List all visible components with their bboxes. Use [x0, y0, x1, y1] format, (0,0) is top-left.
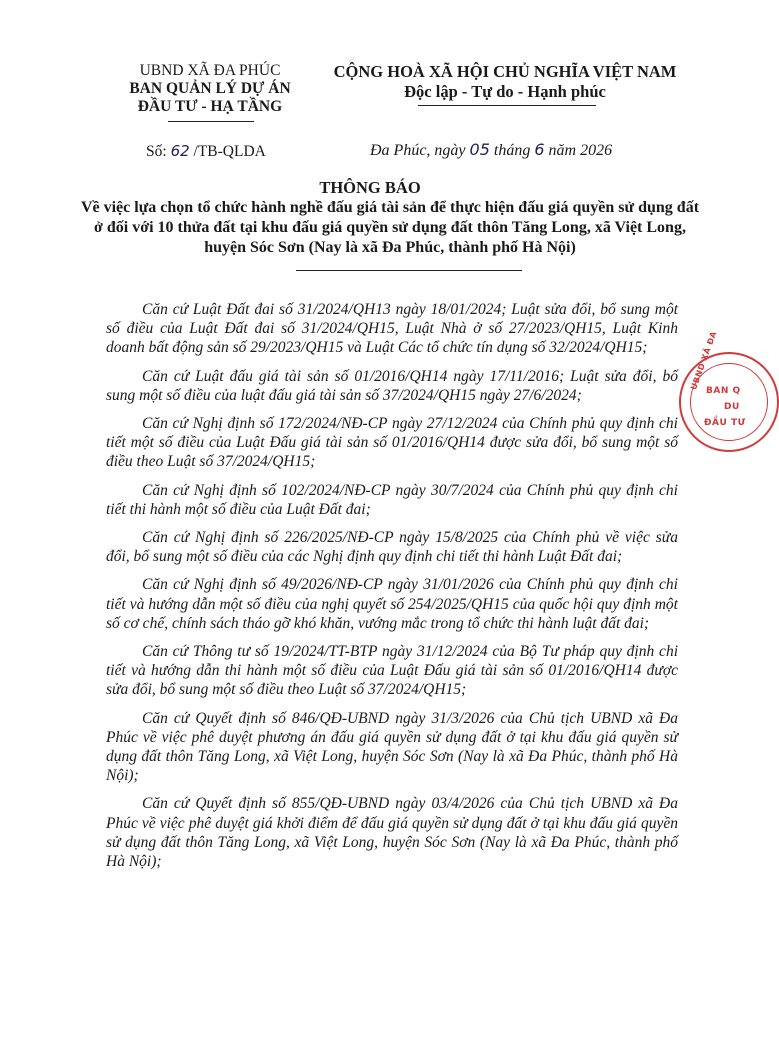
seal-center-text-2: DU: [724, 402, 740, 412]
legal-basis-paragraph: Căn cứ Thông tư số 19/2024/TT-BTP ngày 31/12/2024 của Bộ Tư pháp quy định chi tiết và hướng dẫn thi hành một số điều của Luật Đấu giá tài sản số 01/2016/QH14 được sửa đổi, bổ sung một số điều theo Luật số 37/2024/QH15;: [106, 643, 678, 699]
agency-parent: UBND XÃ ĐA PHÚC: [139, 62, 281, 79]
date-month-handwritten: 6: [534, 140, 545, 159]
doc-number-handwritten: 62: [170, 142, 190, 160]
agency-name-line2: ĐẦU TƯ - HẠ TẦNG: [137, 98, 283, 115]
legal-basis-paragraph: Căn cứ Nghị định số 226/2025/NĐ-CP ngày 15/8/2025 của Chính phủ về việc sửa đổi, bổ sung một số điều của các Nghị định quy định chi tiết thi hành Luật Đất đai;: [106, 529, 678, 566]
date-day-handwritten: 05: [469, 140, 490, 159]
legal-basis-paragraph: Căn cứ Nghị định số 102/2024/NĐ-CP ngày 30/7/2024 của Chính phủ quy định chi tiết thi hành một số điều của Luật Đất đai;: [106, 481, 678, 518]
doc-number-suffix: /TB-QLDA: [189, 143, 266, 160]
agency-underline: [168, 121, 254, 122]
legal-basis-paragraph: Căn cứ Nghị định số 49/2026/NĐ-CP ngày 31/01/2026 của Chính phủ quy định chi tiết và hướng dẫn một số điều của nghị quyết số 254/2025/QH15 của quốc hội quy định một số cơ chế, chính sách tháo gỡ khó khăn, vướng mắc trong tổ chức thi hành luật đất đai;: [106, 576, 678, 632]
issue-date: [370, 140, 612, 160]
legal-basis-paragraph: Căn cứ Quyết định số 855/QĐ-UBND ngày 03/4/2026 của Chủ tịch UBND xã Đa Phúc về việc phê duyệt giá khởi điểm để đấu giá quyền sử dụng đất ở tại khu đấu giá quyền sử dụng đất thôn Tăng Long, xã Việt Long, huyện Sóc Sơn (Nay là xã Đa Phúc, thành phố Hà Nội);: [106, 795, 678, 871]
seal-center-text-1: BAN Q: [706, 386, 741, 396]
legal-basis-paragraph: Căn cứ Luật Đất đai số 31/2024/QH13 ngày 18/01/2024; Luật sửa đổi, bổ sung một số điều của Luật Đất đai số 31/2024/QH15, Luật Nhà ở số 27/2023/QH15, Luật Kinh doanh bất động sản số 29/2023/QH15 và Luật Các tổ chức tín dụng số 32/2024/QH15;: [106, 301, 678, 357]
legal-basis-paragraph: Căn cứ Quyết định số 846/QĐ-UBND ngày 31/3/2026 của Chủ tịch UBND xã Đa Phúc về việc phê duyệt phương án đấu giá quyền sử dụng đất ở tại khu đấu giá quyền sử dụng đất thôn Tăng Long, xã Việt Long, huyện Sóc Sơn (Nay là xã Đa Phúc, thành phố Hà Nội);: [106, 709, 678, 785]
date-place: Đa Phúc, ngày: [370, 142, 470, 159]
agency-name-line1: BAN QUẢN LÝ DỰ ÁN: [129, 80, 291, 97]
national-motto: Độc lập - Tự do - Hạnh phúc: [404, 82, 606, 101]
doc-number-prefix: Số:: [146, 143, 171, 160]
document-body: [106, 300, 678, 880]
seal-arc-text: UBND XÃ ĐA: [689, 329, 719, 392]
motto-underline: [418, 105, 596, 106]
document-subject: Về việc lựa chọn tổ chức hành nghề đấu giá tài sản để thực hiện đấu giá quyền sử dụng đất ở đối với 10 thửa đất tại khu đấu giá quyền sử dụng đất thôn Tăng Long, xã Việt Long, huyện Sóc Sơn (Nay là xã Đa Phúc, thành phố Hà Nội): [80, 199, 700, 256]
subject-underline: [296, 270, 522, 271]
document-title: THÔNG BÁO: [319, 178, 421, 197]
date-year: năm 2026: [544, 142, 613, 159]
issuing-agency: [100, 62, 320, 116]
national-heading: [330, 62, 680, 102]
date-month-label: tháng: [489, 142, 535, 159]
legal-basis-paragraph: Căn cứ Nghị định số 172/2024/NĐ-CP ngày 27/12/2024 của Chính phủ quy định chi tiết một số điều của Luật Đấu giá tài sản số 01/2016/QH14 được sửa đổi, bổ sung một số điều theo Luật số 37/2024/QH15;: [106, 415, 678, 471]
seal-center-text-3: ĐẦU TƯ: [704, 418, 746, 428]
document-number: [146, 142, 266, 161]
legal-basis-paragraph: Căn cứ Luật đấu giá tài sản số 01/2016/QH14 ngày 17/11/2016; Luật sửa đổi, bổ sung một số điều của luật đấu giá tài sản số 37/2024/QH15 ngày 27/6/2024;: [106, 367, 678, 404]
nation-name: CỘNG HOÀ XÃ HỘI CHỦ NGHĨA VIỆT NAM: [333, 62, 677, 81]
